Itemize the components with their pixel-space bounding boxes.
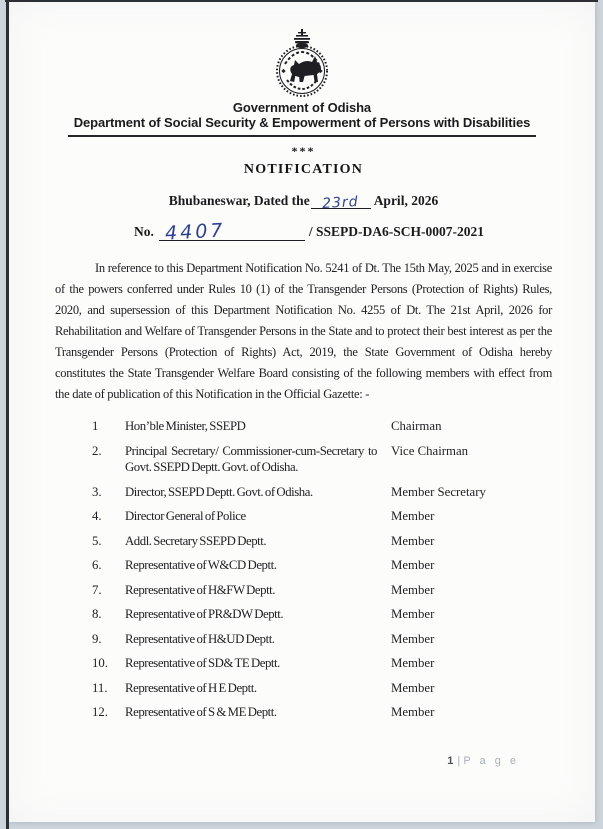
- member-row: [92, 557, 552, 574]
- notification-body-paragraph: In reference to this Department Notification No. 5241 of Dt. The 15th May, 2025 and in exercise of the powers conferred under Rules 10 (1) of the Transgender Persons (Protection of Rights) Rules, 2020, and supersession of this Department Notification No. 4255 of Dt. The 21st April, 2026 for Rehabilitation and Welfare of Transgender Persons in the State and to protect their best interest as per the Transgender Persons (Protection of Rights) Act, 2019, the State Government of Odisha hereby constitutes the State Transgender Welfare Board consisting of the following members with effect from the date of publication of this Notification in the Official Gazette: -: [55, 261, 552, 401]
- member-role: Member: [391, 533, 435, 548]
- stars-separator: ***: [291, 144, 316, 158]
- member-role: Member: [391, 558, 435, 572]
- member-role: Member: [391, 680, 435, 695]
- member-row: [92, 704, 552, 721]
- scan-edge-left: [6, 0, 9, 829]
- member-role: Member: [391, 705, 435, 719]
- member-number: 3.: [92, 484, 102, 499]
- member-row: [92, 606, 552, 623]
- member-row: [92, 582, 552, 599]
- member-designation: Addl. Secretary SSEPD Deptt.: [125, 533, 267, 548]
- member-row: [92, 631, 552, 648]
- page-number: 1: [447, 755, 454, 767]
- member-designation: Representative of W&CD Deptt.: [125, 558, 277, 572]
- member-row: [92, 655, 552, 672]
- member-number: 7.: [92, 582, 102, 597]
- reference-number-line: [134, 219, 552, 245]
- member-number: 4.: [92, 509, 102, 523]
- member-designation: Principal Secretary/ Commissioner-cum-Secretary to Govt. SSEPD Deptt. Govt. of Odisha.: [125, 443, 377, 474]
- odisha-state-emblem-icon: [271, 28, 333, 98]
- member-role: Vice Chairman: [391, 443, 469, 458]
- member-role: Member: [391, 607, 435, 621]
- member-designation: Representative of PR&DW Deptt.: [125, 607, 284, 621]
- member-role: Member: [391, 631, 435, 646]
- page-word: P a g e: [463, 755, 519, 767]
- member-role: Member: [391, 656, 435, 670]
- member-designation: Representative of S & ME Deptt.: [125, 705, 277, 719]
- member-role: Member Secretary: [391, 484, 486, 499]
- member-row: [92, 443, 552, 476]
- file-reference-number: / SSEPD-DA6-SCH-0007-2021: [308, 224, 485, 239]
- handwritten-date: 23rd: [322, 194, 360, 212]
- department-title: Department of Social Security & Empowerment of Persons with Disabilities: [73, 115, 531, 130]
- member-number: 9.: [92, 631, 102, 646]
- member-row: [92, 680, 552, 697]
- date-suffix: April, 2026: [373, 193, 439, 208]
- member-designation: Representative of H&UD Deptt.: [125, 631, 275, 646]
- member-designation: Representative of H&FW Deptt.: [125, 582, 276, 597]
- member-designation: Director, SSEPD Deptt. Govt. of Odisha.: [125, 484, 313, 499]
- member-designation: Representative of SD& TE Deptt.: [125, 656, 280, 670]
- footer-separator: |: [457, 755, 461, 767]
- document-page: [9, 2, 595, 822]
- member-number: 12.: [92, 705, 108, 719]
- government-title: Government of Odisha: [232, 100, 372, 115]
- handwritten-date-slot: [311, 194, 371, 212]
- member-number: 5.: [92, 533, 102, 548]
- member-row: [92, 484, 552, 501]
- member-role: Member: [391, 509, 435, 523]
- member-row: [92, 533, 552, 550]
- member-number: 8.: [92, 607, 102, 621]
- member-designation: Hon’ble Minister, SSEPD: [125, 419, 246, 433]
- place-date-prefix: Bhubaneswar, Dated the: [168, 193, 310, 208]
- page-footer: [447, 755, 519, 767]
- member-number: 1: [92, 419, 99, 433]
- member-designation: Director General of Police: [125, 509, 246, 523]
- handwritten-number-slot: [159, 219, 305, 245]
- member-number: 11.: [92, 680, 108, 695]
- member-number: 6.: [92, 558, 102, 572]
- member-number: 10.: [92, 656, 108, 670]
- member-role: Chairman: [391, 419, 442, 433]
- place-date-line: [55, 193, 552, 212]
- handwritten-number: 4407: [164, 219, 226, 245]
- member-row: [92, 508, 552, 525]
- scan-edge-top: [5, 0, 598, 2]
- members-list: [92, 418, 552, 721]
- member-row: [92, 418, 552, 435]
- header-rule: [68, 135, 536, 137]
- member-number: 2.: [92, 443, 102, 458]
- notification-heading: NOTIFICATION: [243, 162, 364, 177]
- number-label: No.: [134, 224, 154, 239]
- member-designation: Representative of H E Deptt.: [125, 680, 257, 695]
- member-role: Member: [391, 582, 435, 597]
